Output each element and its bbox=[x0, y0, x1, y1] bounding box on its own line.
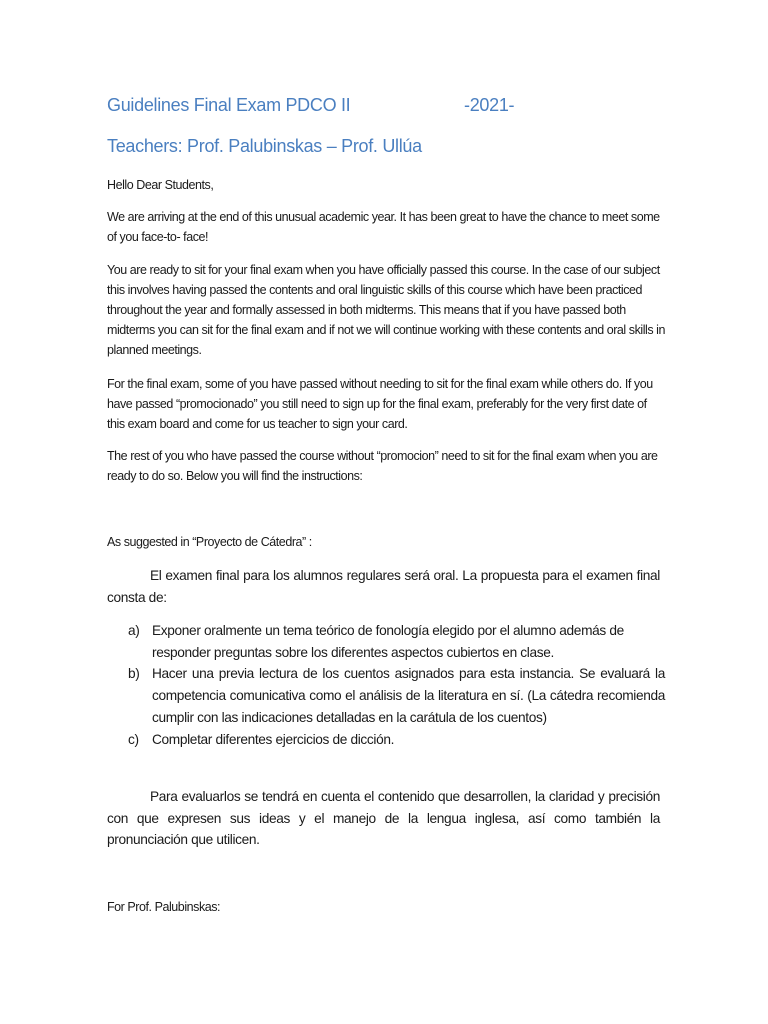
list-item-text: Completar diferentes ejercicios de dicción. bbox=[152, 731, 395, 747]
exam-requirements-list bbox=[107, 620, 665, 750]
paragraph-instructions: The rest of you who have passed the course without “promocion” need to sit for the final exam when you are ready to do so. Below you will find the instructions: bbox=[107, 449, 658, 483]
paragraph-requirements: You are ready to sit for your final exam when you have officially passed this course. In the case of our subject this involves having passed the contents and oral linguistic skills of this course which have been practiced throughout the year and formally assessed in both midterms. This means that if you have passed both midterms you can sit for the final exam and if not we will continue working with these contents and oral skills in planned meetings. bbox=[107, 263, 666, 357]
list-item-text: Hacer una previa lectura de los cuentos asignados para esta instancia. Se evaluará la competencia comunicativa como el análisis de la literatura en sí. (La cátedra recomienda cumplir con las indicaciones detalladas en la carátula de los cuentos) bbox=[152, 666, 665, 725]
footer-line: For Prof. Palubinskas: bbox=[107, 900, 221, 914]
list-item bbox=[107, 620, 665, 663]
list-item bbox=[107, 663, 665, 728]
list-marker: b) bbox=[128, 666, 140, 682]
list-item bbox=[107, 729, 665, 751]
list-marker: c) bbox=[128, 731, 139, 747]
spanish-intro: El examen final para los alumnos regulares será oral. La propuesta para el examen final consta de: bbox=[107, 568, 660, 605]
title-text: Guidelines Final Exam PDCO II bbox=[107, 95, 351, 115]
evaluation-paragraph: Para evaluarlos se tendrá en cuenta el contenido que desarrollen, la claridad y precisión con que expresen sus ideas y el manejo de la lengua inglesa, así como también la pronunciación que utilicen. bbox=[107, 789, 660, 848]
teachers-heading: Teachers: Prof. Palubinskas – Prof. Ullúa bbox=[107, 136, 422, 156]
title-year: -2021- bbox=[464, 95, 515, 115]
suggested-line: As suggested in “Proyecto de Cátedra” : bbox=[107, 535, 312, 549]
paragraph-promocionado: For the final exam, some of you have passed without needing to sit for the final exam while others do. If you have passed “promocionado” you still need to sign up for the final exam, preferably for the very first date of this exam board and come for us teacher to sign your card. bbox=[107, 377, 653, 431]
list-marker: a) bbox=[128, 623, 140, 638]
document-title bbox=[107, 95, 515, 116]
paragraph-intro: We are arriving at the end of this unusual academic year. It has been great to have the chance to meet some of you face-to- face! bbox=[107, 210, 660, 244]
list-item-text: Exponer oralmente un tema teórico de fonología elegido por el alumno además de responder preguntas sobre los diferentes aspectos cubiertos en clase. bbox=[152, 623, 624, 660]
greeting: Hello Dear Students, bbox=[107, 178, 214, 192]
